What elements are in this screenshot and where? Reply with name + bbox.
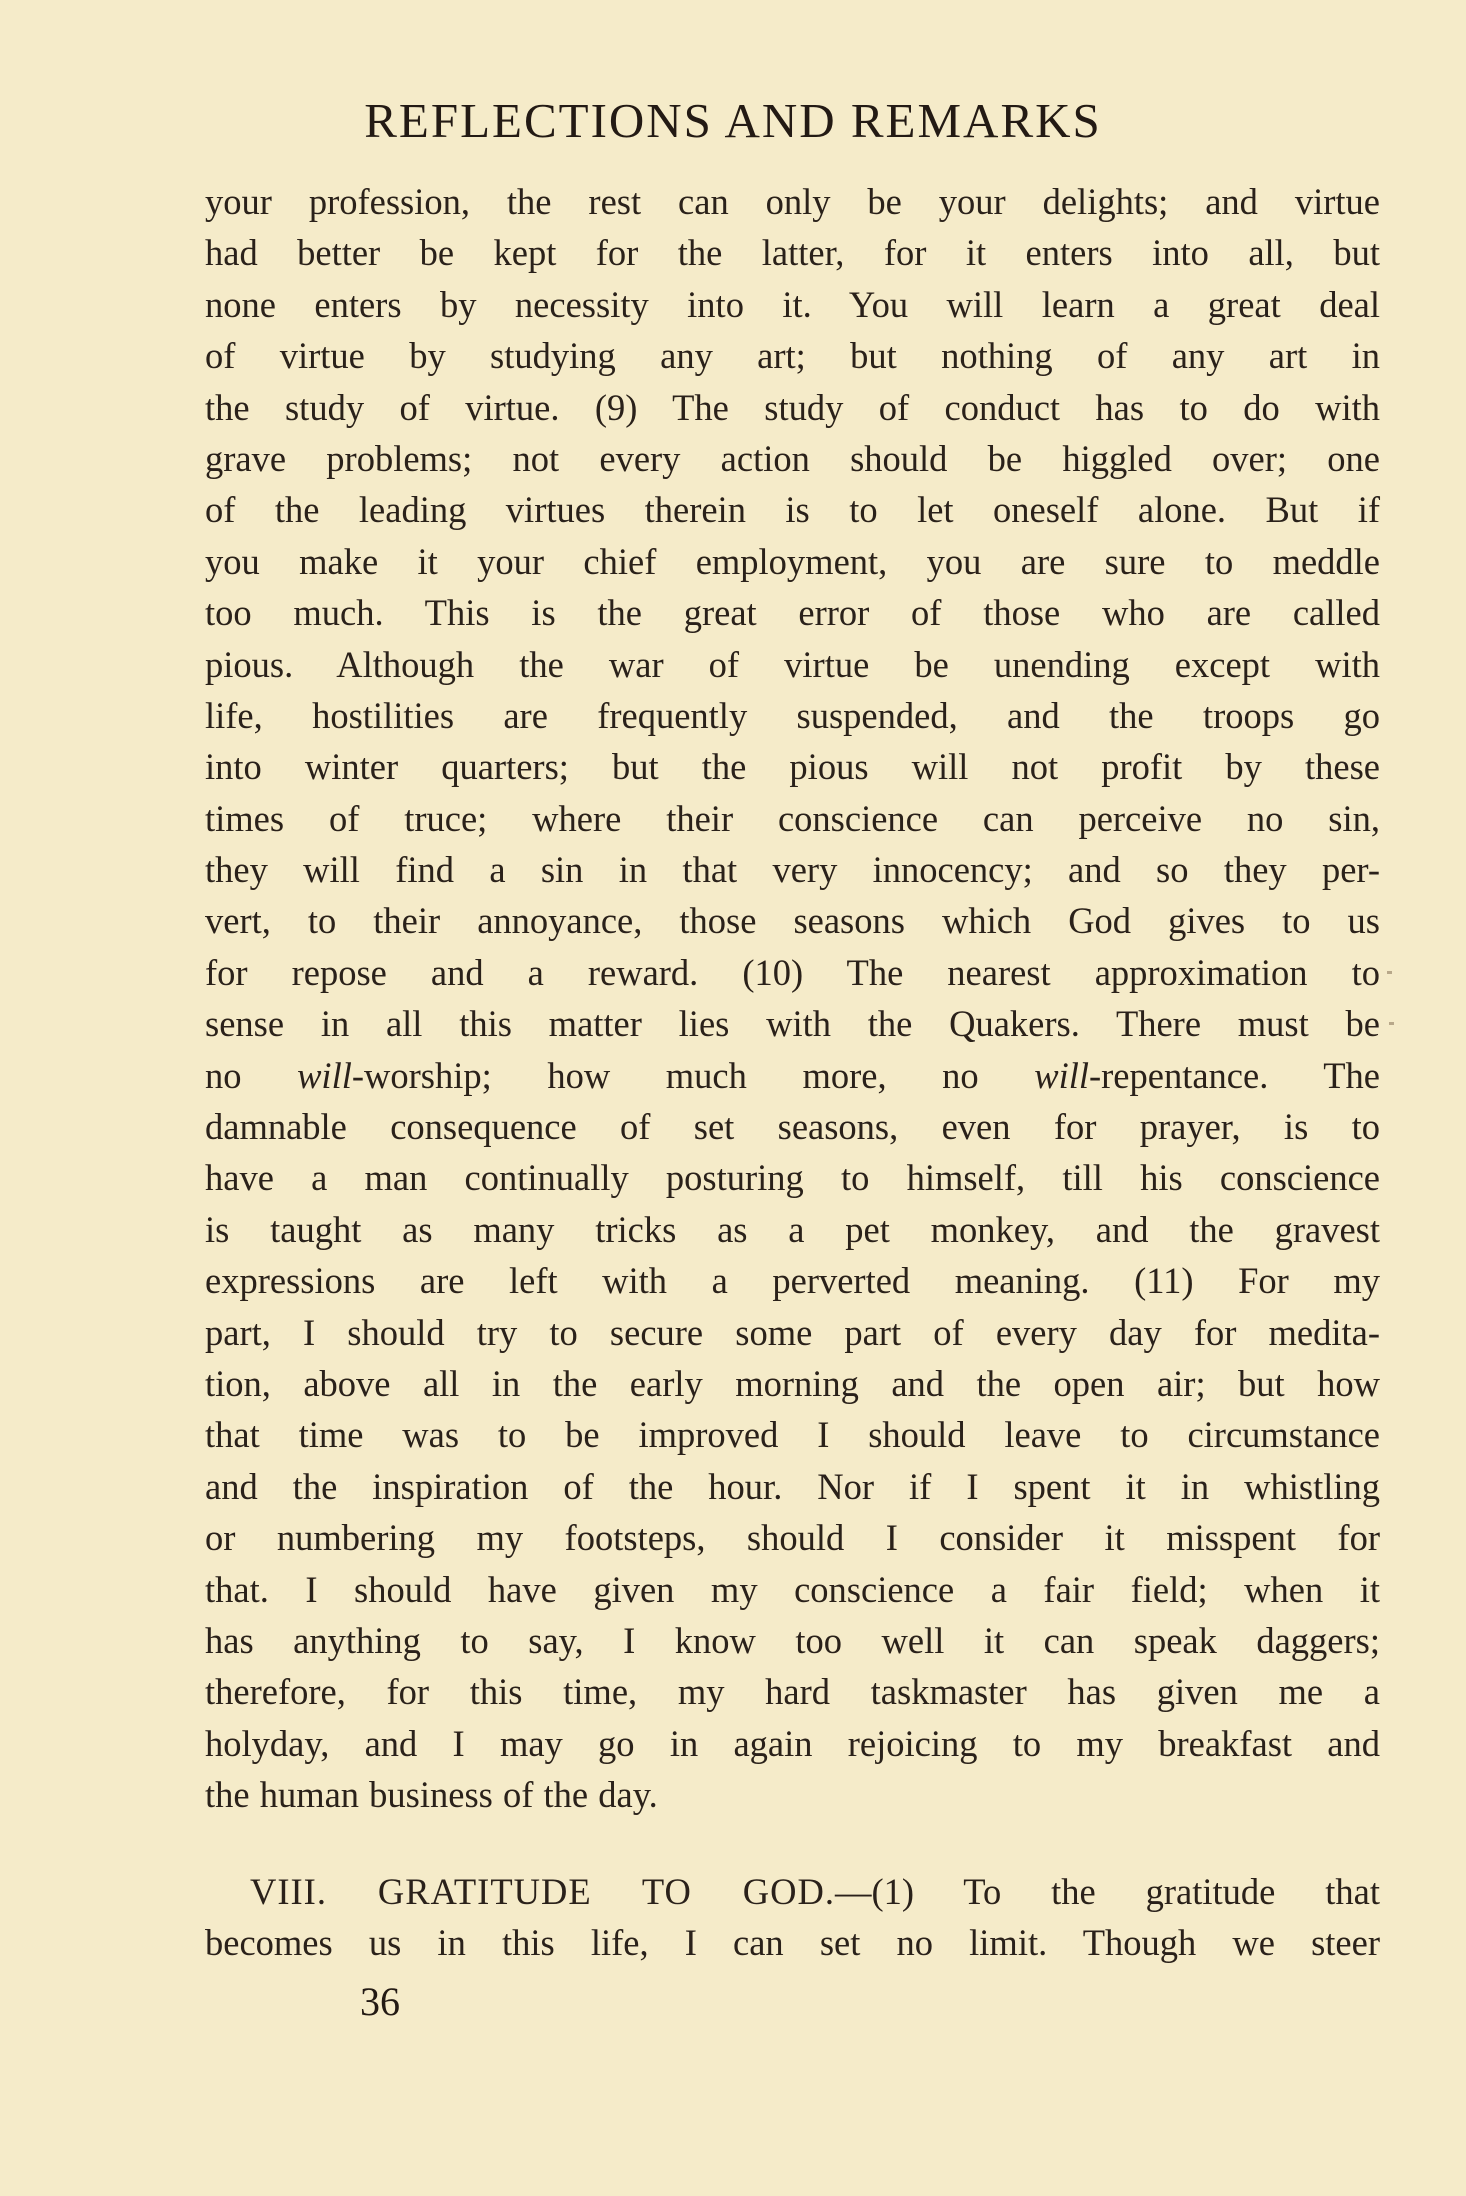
text-line: part, I should try to secure some part of every day for medita- [205,1311,1380,1353]
text-line: damnable consequence of set seasons, even for prayer, is to [205,1106,1380,1148]
text-line: has anything to say, I know too well it can speak daggers; [205,1619,1380,1661]
margin-speck [1387,971,1392,974]
text-line: therefore, for this time, my hard taskmaster has given me a [205,1671,1380,1713]
section-viii [205,1866,1380,1969]
text-line: the study of virtue. (9) The study of conduct has to do with [205,386,1380,428]
text-line: none enters by necessity into it. You will learn a great deal [205,283,1380,325]
text-line: into winter quarters; but the pious will not profit by these [205,746,1380,788]
text-run: no [205,1054,298,1096]
running-head: REFLECTIONS AND REMARKS [364,93,1102,148]
text-line: you make it your chief employment, you are sure to meddle [205,540,1380,582]
section-heading: VIII. GRATITUDE TO GOD. [250,1871,835,1912]
text-line: had better be kept for the latter, for it enters into all, but [205,232,1380,274]
text-line: pious. Although the war of virtue be unending except with [205,643,1380,685]
italic-word: will [297,1054,352,1096]
text-line: or numbering my footsteps, should I consider it misspent for [205,1517,1380,1559]
text-line: of virtue by studying any art; but nothing of any art in [205,335,1380,377]
text-run: —(1) To the gratitude that [834,1871,1381,1912]
text-line: too much. This is the great error of those who are called [205,592,1380,634]
text-line: have a man continually posturing to himself, till his conscience [205,1157,1380,1199]
text-line: times of truce; where their conscience can perceive no sin, [205,797,1380,839]
text-line: that time was to be improved I should leave to circumstance [205,1414,1380,1456]
text-line: expressions are left with a perverted meaning. (11) For my [205,1260,1380,1302]
text-line: tion, above all in the early morning and the open air; but how [205,1362,1380,1404]
text-line: they will find a sin in that very innocency; and so they per- [205,849,1380,891]
text-line: of the leading virtues therein is to let oneself alone. But if [205,489,1380,531]
text-line: and the inspiration of the hour. Nor if I spent it in whistling [205,1465,1380,1507]
text-line: is taught as many tricks as a pet monkey, and the gravest [205,1208,1380,1250]
section-first-line [205,1866,1380,1917]
text-line: that. I should have given my conscience a fair field; when it [205,1568,1380,1610]
text-line: your profession, the rest can only be your delights; and virtue [205,181,1380,222]
page-number: 36 [360,1979,400,2024]
text-line-italic [205,1050,1380,1101]
text-line: for repose and a reward. (10) The nearest approximation to [205,951,1380,993]
italic-word: will [1034,1054,1089,1096]
body-text [205,176,1380,1821]
text-line: grave problems; not every action should be higgled over; one [205,437,1380,479]
text-line: vert, to their annoyance, those seasons which God gives to us [205,900,1380,942]
text-run: -repentance. The [1089,1054,1380,1096]
text-line: becomes us in this life, I can set no limit. Though we steer [205,1922,1380,1964]
text-line: life, hostilities are frequently suspended, and the troops go [205,694,1380,736]
text-line: sense in all this matter lies with the Quakers. There must be [205,1003,1380,1045]
text-run: -worship; how much more, no [351,1054,1035,1096]
text-line: holyday, and I may go in again rejoicing to my breakfast and [205,1722,1380,1764]
paragraph-last-line: the human business of the day. [205,1774,658,1816]
margin-speck [1389,1022,1394,1025]
